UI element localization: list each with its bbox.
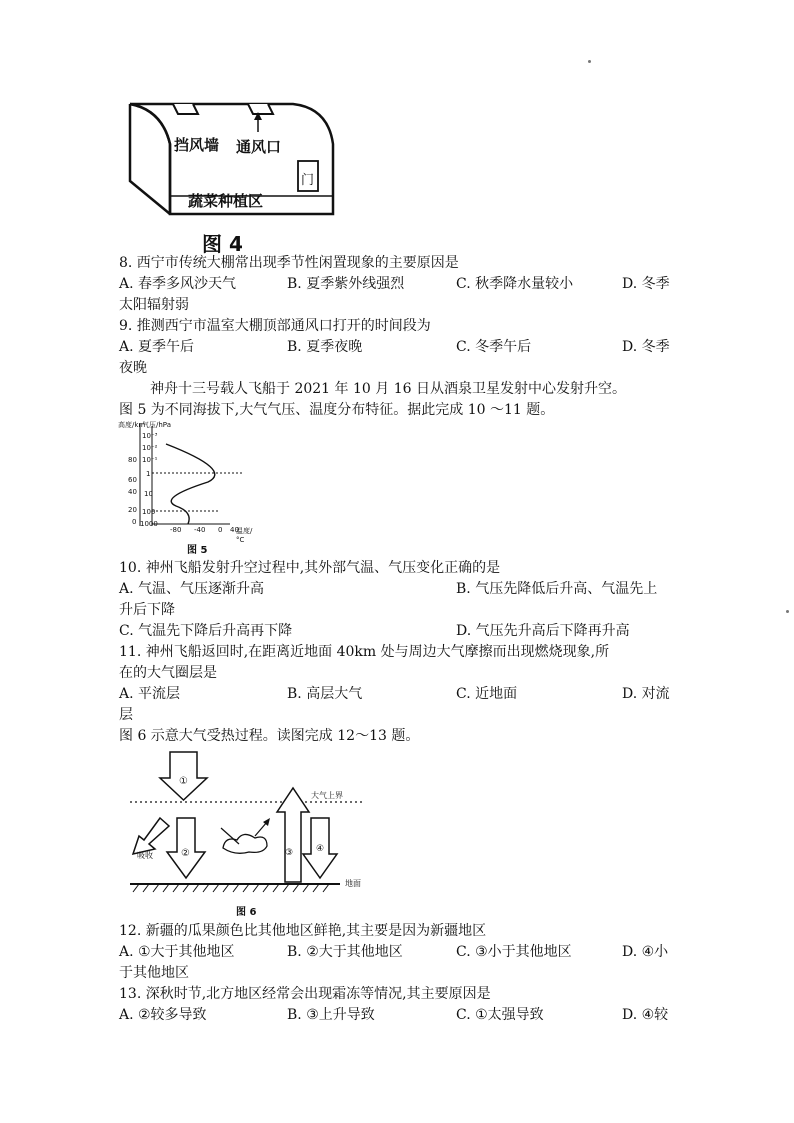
q12-stem: 12. 新疆的瓜果颜色比其他地区鲜艳,其主要是因为新疆地区 [119, 923, 487, 939]
q8-option-c: C. 秋季降水量较小 [456, 276, 574, 292]
q10-stem: 10. 神州飞船发射升空过程中,其外部气温、气压变化正确的是 [119, 560, 501, 576]
km-tick-0: 0 [132, 518, 137, 526]
atmosphere-profile-chart [118, 420, 253, 540]
q12-option-c: C. ③小于其他地区 [456, 944, 572, 960]
km-tick-60: 60 [128, 476, 137, 484]
q12-option-d-wrap: 于其他地区 [119, 965, 189, 981]
q10-option-d: D. 气压先升高后下降再升高 [456, 623, 630, 639]
q8-option-d-wrap: 太阳辐射弱 [119, 297, 189, 313]
km-tick-20: 20 [128, 506, 137, 514]
x-tick-neg80: -80 [170, 526, 182, 534]
q12-option-d: D. ④小 [622, 944, 669, 960]
ground-label: 地面 [345, 879, 361, 888]
q8-stem: 8. 西宁市传统大棚常出现季节性闲置现象的主要原因是 [119, 255, 459, 271]
q8-option-a: A. 春季多风沙天气 [119, 276, 237, 292]
absorb-label: 吸收 [137, 851, 153, 860]
q11-option-a: A. 平流层 [119, 686, 181, 702]
hpa-tick-1: 10⁻³ [142, 432, 158, 440]
q11-option-d-wrap: 层 [119, 707, 133, 723]
y-label-hpa: 气压/hPa [142, 421, 171, 429]
area-label: 蔬菜种植区 [188, 192, 264, 210]
q13-stem: 13. 深秋时节,北方地区经常会出现霜冻等情况,其主要原因是 [119, 986, 491, 1002]
q12-option-a: A. ①大于其他地区 [119, 944, 235, 960]
figure-6 [125, 748, 385, 900]
km-tick-40: 40 [128, 488, 137, 496]
q8-option-d: D. 冬季 [622, 276, 670, 292]
q9-option-d-wrap: 夜晚 [119, 360, 147, 376]
vent-label: 通风口 [236, 138, 282, 156]
door-label: 门 [301, 173, 315, 188]
q9-option-b: B. 夏季夜晚 [287, 339, 363, 355]
figure-6-caption: 图 6 [236, 907, 257, 918]
y-label-km: 高度/km [118, 421, 146, 429]
x-tick-40: 40 [230, 526, 239, 534]
passage-line-1: 神舟十三号载人飞船于 2021 年 10 月 16 日从酒泉卫星发射中心发射升空。 [150, 381, 626, 397]
scan-speck [786, 610, 789, 613]
q11-option-d: D. 对流 [622, 686, 670, 702]
hpa-tick-4: 1 [146, 470, 151, 478]
scan-speck [588, 60, 591, 63]
q13-option-b: B. ③上升导致 [287, 1007, 375, 1023]
q10-option-a: A. 气温、气压逐渐升高 [119, 581, 265, 597]
figure-5 [118, 420, 253, 544]
q9-option-d: D. 冬季 [622, 339, 670, 355]
figure-4-caption: 图 4 [202, 232, 243, 256]
x-tick-neg40: -40 [194, 526, 206, 534]
passage-line-2: 图 5 为不同海拔下,大气气压、温度分布特征。据此完成 10 ～11 题。 [119, 402, 555, 418]
arrow-4-label: ④ [316, 844, 325, 854]
hpa-tick-2: 10⁻² [142, 444, 158, 452]
q11-option-b: B. 高层大气 [287, 686, 363, 702]
q12-option-b: B. ②大于其他地区 [287, 944, 403, 960]
q10-option-b: B. 气压先降低后升高、气温先上 [456, 581, 658, 597]
x-tick-0: 0 [218, 526, 223, 534]
km-tick-80: 80 [128, 456, 137, 464]
hpa-tick-3: 10⁻¹ [142, 456, 158, 464]
x-axis-label: 温度/°C [236, 527, 253, 544]
q9-option-c: C. 冬季午后 [456, 339, 532, 355]
q9-option-a: A. 夏季午后 [119, 339, 195, 355]
hpa-tick-5: 10 [144, 490, 153, 498]
figure-5-caption: 图 5 [187, 545, 208, 556]
q11-stem-2: 在的大气圈层是 [119, 665, 217, 681]
figure-6-intro: 图 6 示意大气受热过程。读图完成 12～13 题。 [119, 728, 420, 744]
q11-stem: 11. 神州飞船返回时,在距离近地面 40km 处与周边大气摩擦而出现燃烧现象,所 [119, 644, 610, 660]
hpa-tick-6: 100 [142, 508, 156, 516]
q10-option-b-wrap: 升后下降 [119, 602, 175, 618]
q13-option-d: D. ④较 [622, 1007, 669, 1023]
q9-stem: 9. 推测西宁市温室大棚顶部通风口打开的时间段为 [119, 318, 431, 334]
hpa-tick-7: 1000 [140, 520, 158, 528]
arrow-3-label: ③ [285, 848, 294, 858]
atmosphere-top-label: 大气上界 [311, 791, 343, 800]
q13-option-a: A. ②较多导致 [119, 1007, 207, 1023]
q8-option-b: B. 夏季紫外线强烈 [287, 276, 405, 292]
q13-option-c: C. ①太强导致 [456, 1007, 544, 1023]
arrow-2-label: ② [181, 848, 190, 859]
arrow-1-label: ① [179, 776, 188, 787]
wall-label: 挡风墙 [174, 136, 220, 154]
q11-option-c: C. 近地面 [456, 686, 518, 702]
q10-option-c: C. 气温先下降后升高再下降 [119, 623, 293, 639]
